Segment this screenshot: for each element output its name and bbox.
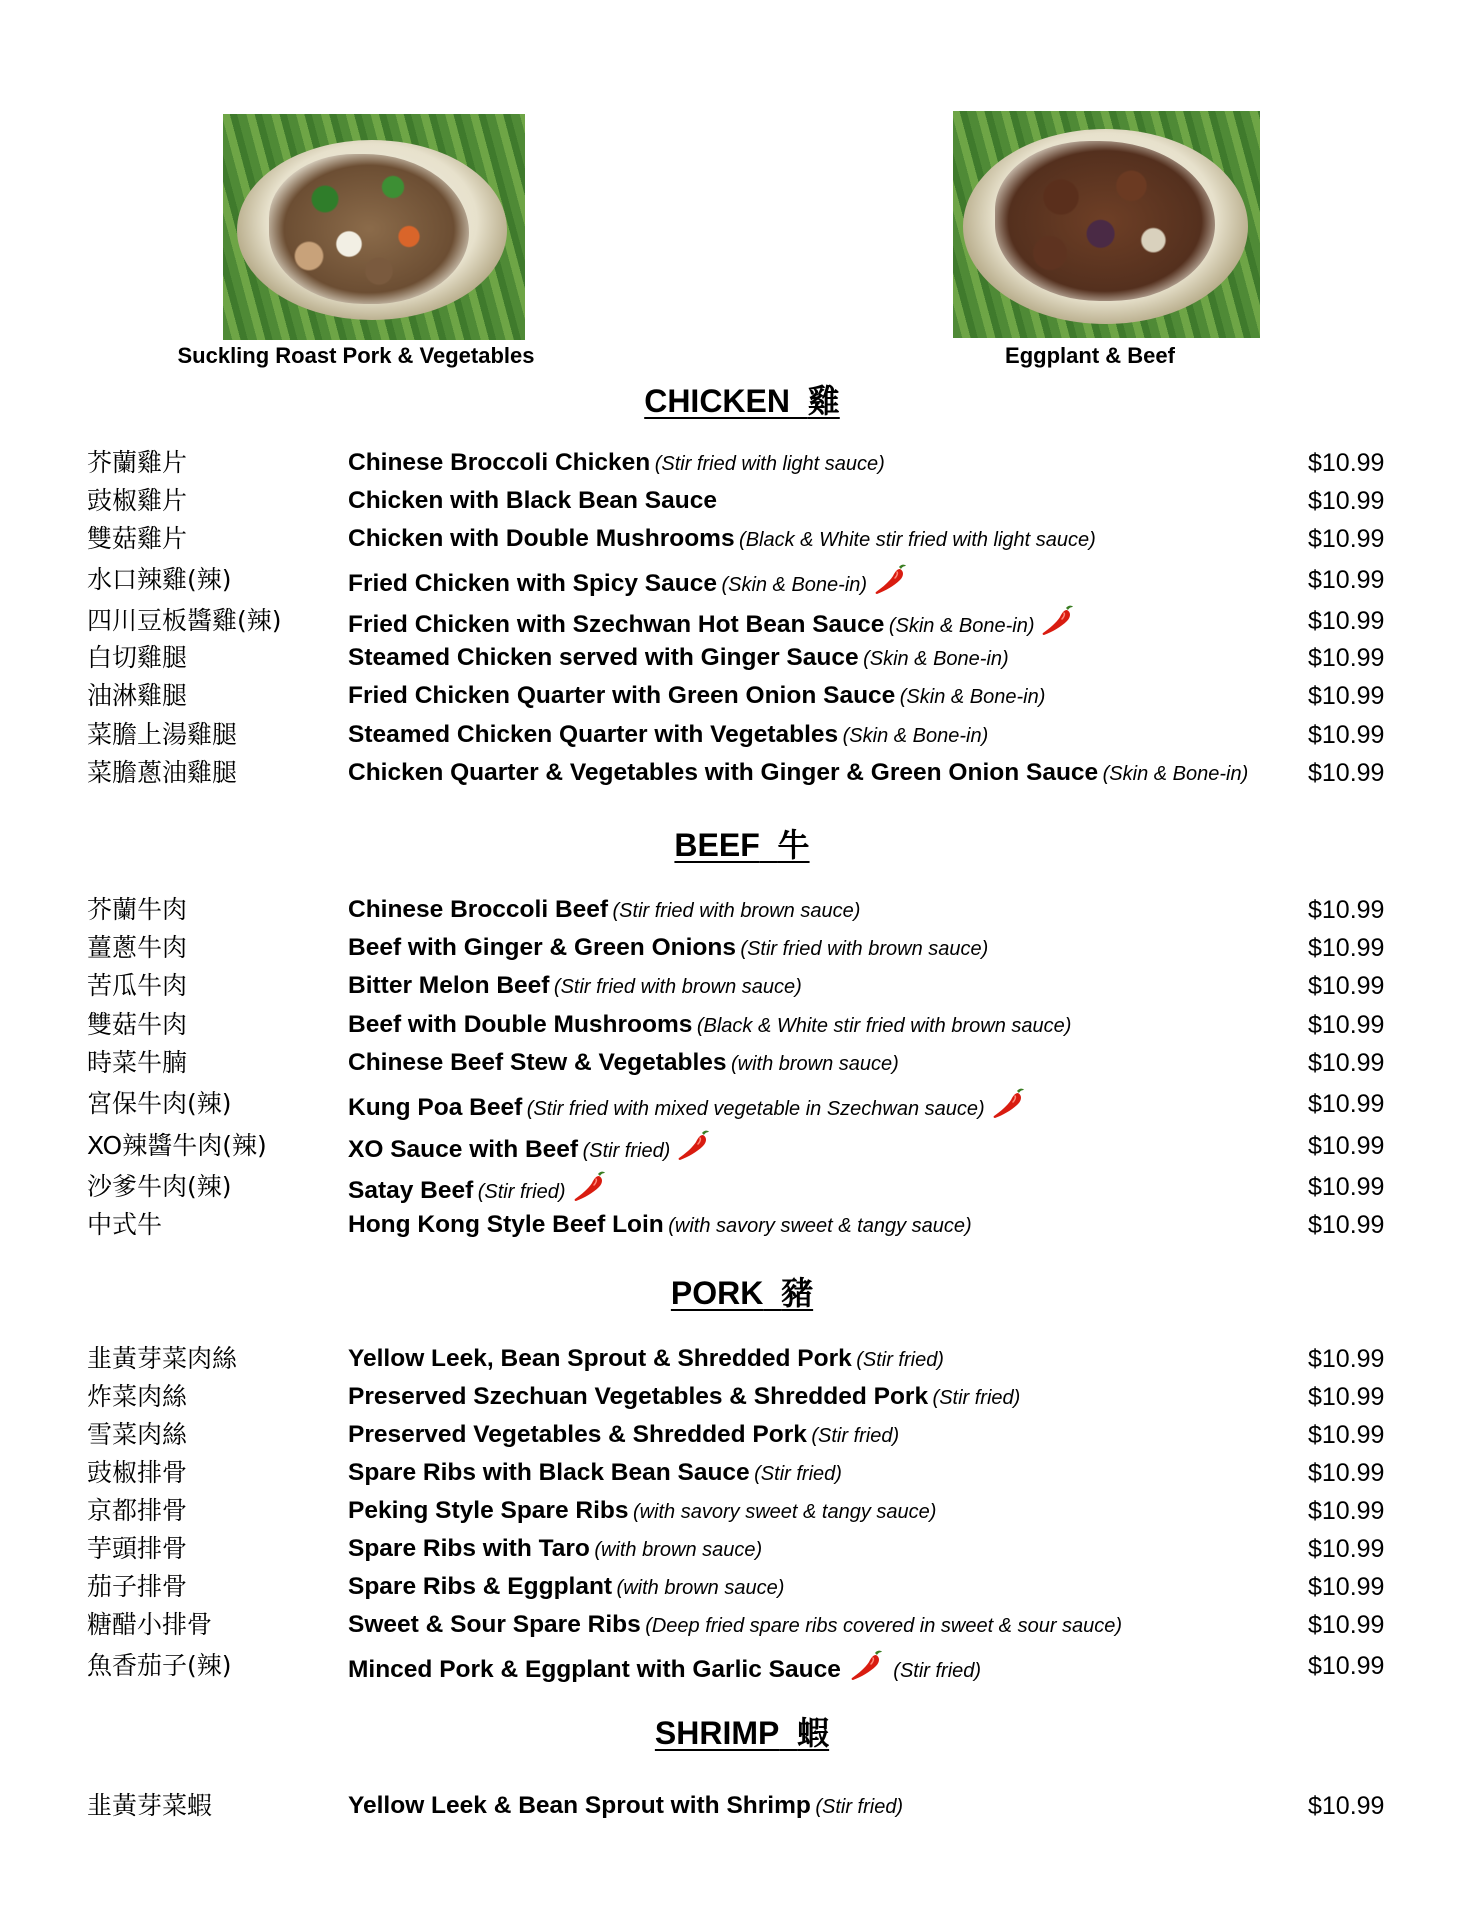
dish-description <box>348 1380 1020 1417</box>
menu-item <box>0 1456 1484 1490</box>
dish-description <box>348 1129 714 1170</box>
dish-chinese-name: 韭黃芽菜蝦 <box>87 1791 213 1820</box>
section-title-pork: PORK 豬 <box>670 1274 814 1312</box>
dish-price: $10.99 <box>1308 934 1385 962</box>
menu-item <box>0 931 1484 965</box>
dish-name: XO Sauce with Beef <box>348 1136 579 1163</box>
dish-description <box>348 604 1078 645</box>
dish-name: Hong Kong Style Beef Loin <box>348 1211 664 1238</box>
dish-chinese-name: 雙菇牛肉 <box>87 1010 188 1039</box>
dish-description <box>348 641 1009 678</box>
dish-name: Yellow Leek, Bean Sprout & Shredded Pork <box>348 1345 852 1372</box>
dish-name: Steamed Chicken served with Ginger Sauce <box>348 644 859 671</box>
menu-item <box>0 1532 1484 1566</box>
chili-pepper-icon <box>572 1170 610 1204</box>
dish-description <box>348 1342 944 1379</box>
dish-note: (Stir fried) <box>754 1463 842 1485</box>
dish-price: $10.99 <box>1308 1792 1385 1820</box>
dish-price: $10.99 <box>1308 1573 1385 1601</box>
dish-name: Chinese Beef Stew & Vegetables <box>348 1049 727 1076</box>
dish-note: (Stir fried) <box>893 1660 982 1682</box>
dish-note: (Skin & Bone-in) <box>888 615 1035 637</box>
menu-item <box>0 1380 1484 1414</box>
dish-name: Fried Chicken Quarter with Green Onion Sauce <box>348 682 896 709</box>
dish-price: $10.99 <box>1308 449 1385 477</box>
dish-price: $10.99 <box>1308 1497 1385 1525</box>
menu-item <box>0 893 1484 927</box>
dish-price: $10.99 <box>1308 1049 1385 1077</box>
dish-price: $10.99 <box>1308 682 1385 710</box>
dish-note: (Stir fried) <box>477 1181 566 1203</box>
dish-price: $10.99 <box>1308 1383 1385 1411</box>
dish-price: $10.99 <box>1308 1345 1385 1373</box>
dish-chinese-name: XO辣醬牛肉(辣) <box>87 1131 267 1160</box>
dish-name: Preserved Vegetables & Shredded Pork <box>348 1421 807 1448</box>
dish-note: (Skin & Bone-in) <box>721 574 868 596</box>
dish-name: Fried Chicken with Szechwan Hot Bean Sauce <box>348 611 885 638</box>
chili-pepper-icon <box>849 1649 887 1683</box>
dish-price: $10.99 <box>1308 1421 1385 1449</box>
dish-name: Beef with Double Mushrooms <box>348 1011 693 1038</box>
dish-price: $10.99 <box>1308 1011 1385 1039</box>
dish-note: (Black & White stir fried with brown sauce) <box>696 1015 1072 1037</box>
dish-name: Satay Beef <box>348 1177 474 1204</box>
dish-note: (Stir fried) <box>932 1387 1021 1409</box>
dish-name: Preserved Szechuan Vegetables & Shredded Pork <box>348 1383 929 1410</box>
dish-description <box>348 1608 1122 1645</box>
dish-description <box>348 1494 936 1531</box>
dish-price: $10.99 <box>1308 1173 1385 1201</box>
dish-description <box>348 1532 762 1569</box>
menu-item <box>0 1129 1484 1163</box>
dish-price: $10.99 <box>1308 525 1385 553</box>
dish-chinese-name: 京都排骨 <box>87 1496 188 1525</box>
dish-chinese-name: 糖醋小排骨 <box>87 1610 213 1639</box>
dish-chinese-name: 苦瓜牛肉 <box>87 971 188 1000</box>
menu-item <box>0 1046 1484 1080</box>
dish-description <box>348 1418 899 1455</box>
dish-description <box>348 679 1045 716</box>
menu-item <box>0 1208 1484 1242</box>
dish-price: $10.99 <box>1308 644 1385 672</box>
dish-name: Chicken with Double Mushrooms <box>348 525 735 552</box>
dish-name: Chicken with Black Bean Sauce <box>348 487 717 514</box>
dish-name: Chinese Broccoli Beef <box>348 896 609 923</box>
dish-price: $10.99 <box>1308 972 1385 1000</box>
menu-item <box>0 679 1484 713</box>
dish-chinese-name: 魚香茄子(辣) <box>87 1651 232 1680</box>
menu-item <box>0 1649 1484 1683</box>
dish-note: (with brown sauce) <box>616 1577 785 1599</box>
menu-item <box>0 1342 1484 1376</box>
dish-chinese-name: 油淋雞腿 <box>87 681 188 710</box>
dish-note: (Stir fried with brown sauce) <box>740 938 989 960</box>
dish-chinese-name: 豉椒排骨 <box>87 1458 188 1487</box>
photo-caption: Eggplant & Beef <box>1005 343 1175 368</box>
dish-price: $10.99 <box>1308 1459 1385 1487</box>
chili-pepper-icon <box>991 1087 1029 1121</box>
dish-note: (Stir fried with mixed vegetable in Szechwan sauce) <box>526 1098 985 1120</box>
dish-name: Spare Ribs with Taro <box>348 1535 590 1562</box>
dish-chinese-name: 宮保牛肉(辣) <box>87 1089 232 1118</box>
photo-caption: Suckling Roast Pork & Vegetables <box>177 343 535 368</box>
menu-item <box>0 1494 1484 1528</box>
dish-chinese-name: 炸菜肉絲 <box>87 1382 188 1411</box>
dish-description <box>348 756 1248 793</box>
dish-description <box>348 1456 842 1493</box>
dish-chinese-name: 中式牛 <box>87 1210 163 1239</box>
dish-description <box>348 1087 1029 1128</box>
menu-item <box>0 1608 1484 1642</box>
dish-name: Chicken Quarter & Vegetables with Ginger & Green Onion Sauce <box>348 759 1099 786</box>
dish-description <box>348 1570 784 1607</box>
dish-note: (Stir fried) <box>815 1796 904 1818</box>
dish-price: $10.99 <box>1308 566 1385 594</box>
dish-price: $10.99 <box>1308 1211 1385 1239</box>
dish-description <box>348 522 1096 559</box>
dish-price: $10.99 <box>1308 1535 1385 1563</box>
chili-pepper-icon <box>1040 604 1078 638</box>
dish-chinese-name: 茄子排骨 <box>87 1572 188 1601</box>
menu-item <box>0 1008 1484 1042</box>
dish-price: $10.99 <box>1308 759 1385 787</box>
dish-price: $10.99 <box>1308 1132 1385 1160</box>
section-title-chicken: CHICKEN 雞 <box>644 382 840 420</box>
dish-name: Steamed Chicken Quarter with Vegetables <box>348 721 839 748</box>
dish-price: $10.99 <box>1308 1090 1385 1118</box>
menu-item <box>0 718 1484 752</box>
dish-chinese-name: 豉椒雞片 <box>87 486 188 515</box>
dish-price: $10.99 <box>1308 1611 1385 1639</box>
dish-name: Minced Pork & Eggplant with Garlic Sauce <box>348 1656 841 1683</box>
dish-description <box>348 1008 1071 1045</box>
menu-item <box>0 484 1484 518</box>
dish-note: (Deep fried spare ribs covered in sweet & sour sauce) <box>645 1615 1123 1637</box>
dish-note: (with brown sauce) <box>594 1539 763 1561</box>
dish-chinese-name: 薑蔥牛肉 <box>87 933 188 962</box>
menu-item <box>0 1418 1484 1452</box>
chili-pepper-icon <box>676 1129 714 1163</box>
dish-chinese-name: 芥蘭牛肉 <box>87 895 188 924</box>
menu-item <box>0 1087 1484 1121</box>
dish-description <box>348 1170 610 1211</box>
dish-description <box>348 1649 981 1690</box>
dish-name: Yellow Leek & Bean Sprout with Shrimp <box>348 1792 811 1819</box>
dish-chinese-name: 韭黃芽菜肉絲 <box>87 1344 238 1373</box>
dish-description <box>348 1046 899 1083</box>
dish-price: $10.99 <box>1308 896 1385 924</box>
dish-note: (with savory sweet & tangy sauce) <box>668 1215 972 1237</box>
dish-name: Sweet & Sour Spare Ribs <box>348 1611 641 1638</box>
menu-item <box>0 522 1484 556</box>
dish-name: Spare Ribs & Eggplant <box>348 1573 613 1600</box>
dish-note: (Skin & Bone-in) <box>842 725 989 747</box>
dish-description <box>348 484 717 521</box>
dish-chinese-name: 時菜牛腩 <box>87 1048 188 1077</box>
menu-item <box>0 1170 1484 1204</box>
dish-name: Bitter Melon Beef <box>348 972 550 999</box>
dish-chinese-name: 沙爹牛肉(辣) <box>87 1172 232 1201</box>
dish-description <box>348 969 802 1006</box>
dish-price: $10.99 <box>1308 487 1385 515</box>
dish-description <box>348 893 860 930</box>
dish-description <box>348 1208 972 1245</box>
dish-chinese-name: 水口辣雞(辣) <box>87 565 232 594</box>
dish-chinese-name: 雪菜肉絲 <box>87 1420 188 1449</box>
dish-note: (with brown sauce) <box>730 1053 899 1075</box>
dish-name: Spare Ribs with Black Bean Sauce <box>348 1459 750 1486</box>
dish-chinese-name: 雙菇雞片 <box>87 524 188 553</box>
dish-note: (with savory sweet & tangy sauce) <box>632 1501 937 1523</box>
dish-price: $10.99 <box>1308 1652 1385 1680</box>
menu-item <box>0 969 1484 1003</box>
dish-chinese-name: 四川豆板醬雞(辣) <box>87 606 282 635</box>
dish-note: (Stir fried) <box>582 1140 671 1162</box>
dish-note: (Stir fried with brown sauce) <box>612 900 861 922</box>
dish-note: (Stir fried) <box>811 1425 900 1447</box>
dish-name: Chinese Broccoli Chicken <box>348 449 651 476</box>
menu-item <box>0 1570 1484 1604</box>
dish-description <box>348 1789 903 1826</box>
dish-price: $10.99 <box>1308 721 1385 749</box>
dish-name: Peking Style Spare Ribs <box>348 1497 629 1524</box>
menu-item <box>0 604 1484 638</box>
dish-chinese-name: 芥蘭雞片 <box>87 448 188 477</box>
dish-chinese-name: 白切雞腿 <box>87 643 188 672</box>
dish-description <box>348 931 988 968</box>
section-title-shrimp: SHRIMP 蝦 <box>654 1714 830 1752</box>
dish-description <box>348 718 988 755</box>
dish-note: (Stir fried with brown sauce) <box>553 976 802 998</box>
dish-name: Beef with Ginger & Green Onions <box>348 934 736 961</box>
menu-item <box>0 563 1484 597</box>
dish-name: Kung Poa Beef <box>348 1094 523 1121</box>
menu-item <box>0 446 1484 480</box>
dish-chinese-name: 菜膽上湯雞腿 <box>87 720 238 749</box>
menu-item <box>0 641 1484 675</box>
menu-item <box>0 756 1484 790</box>
dish-description <box>348 446 885 483</box>
dish-note: (Skin & Bone-in) <box>863 648 1009 670</box>
suckling-roast-pork-photo <box>223 114 525 340</box>
dish-chinese-name: 菜膽蔥油雞腿 <box>87 758 238 787</box>
dish-name: Fried Chicken with Spicy Sauce <box>348 570 717 597</box>
dish-note: (Black & White stir fried with light sauce) <box>739 529 1096 551</box>
dish-note: (Skin & Bone-in) <box>899 686 1046 708</box>
menu-item <box>0 1789 1484 1823</box>
dish-price: $10.99 <box>1308 607 1385 635</box>
dish-description <box>348 563 911 604</box>
dish-note: (Skin & Bone-in) <box>1102 763 1249 785</box>
dish-chinese-name: 芋頭排骨 <box>87 1534 188 1563</box>
dish-note: (Stir fried) <box>856 1349 944 1371</box>
eggplant-beef-photo <box>953 111 1260 338</box>
chili-pepper-icon <box>873 563 911 597</box>
section-title-beef: BEEF 牛 <box>674 826 810 864</box>
dish-note: (Stir fried with light sauce) <box>654 453 885 475</box>
